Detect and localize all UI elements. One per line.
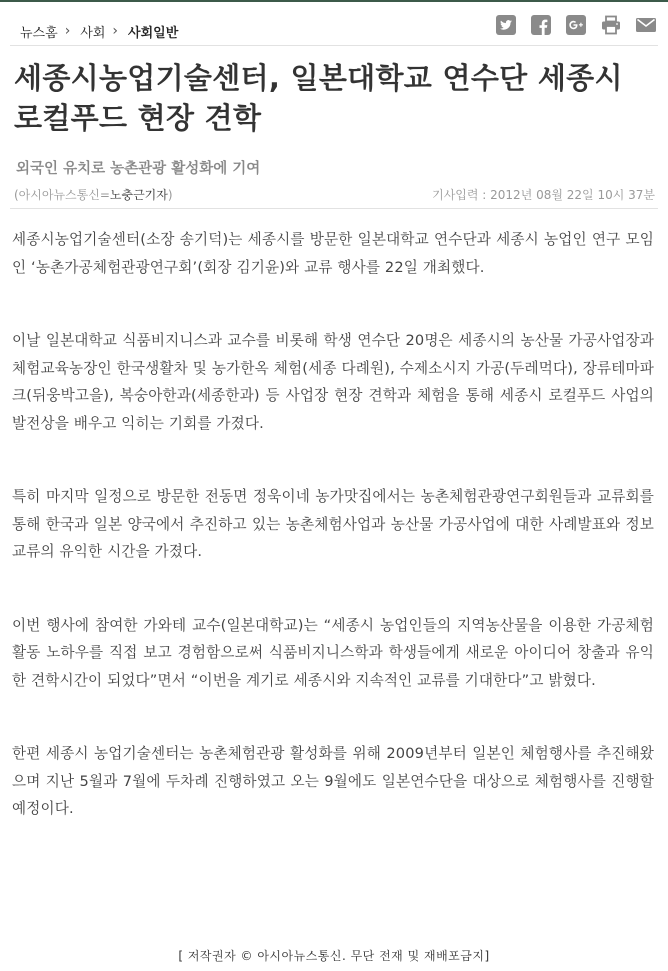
byline-close: ) bbox=[167, 188, 173, 202]
email-icon[interactable] bbox=[636, 15, 656, 35]
twitter-icon[interactable] bbox=[496, 15, 516, 35]
share-toolbar bbox=[496, 15, 656, 35]
breadcrumb-home[interactable]: 뉴스홈 bbox=[20, 25, 58, 41]
print-icon[interactable] bbox=[601, 15, 621, 35]
byline bbox=[14, 186, 173, 203]
breadcrumb-society[interactable]: 사회 bbox=[80, 25, 106, 41]
article-date: 기사입력 : 2012년 08월 22일 10시 37분 bbox=[432, 188, 655, 202]
meta-divider bbox=[10, 208, 658, 209]
breadcrumb-current[interactable]: 사회일반 bbox=[128, 25, 179, 41]
facebook-icon[interactable] bbox=[531, 15, 551, 35]
copyright-notice: [ 저작권자 © 아시아뉴스통신. 무단 전재 및 재배포금지] bbox=[178, 949, 490, 963]
byline-reporter[interactable]: 노충근기자 bbox=[109, 188, 168, 202]
chevron-right-icon: › bbox=[64, 23, 71, 39]
article-paragraph: 특히 마지막 일정으로 방문한 전동면 정욱이네 농가맛집에서는 농촌체험관광연구회원들과 교류회를 통해 한국과 일본 양국에서 추진하고 있는 농촌체험사업과 농산물 가공사업에 대한 사례발표와 정보교류의 유익한 시간을 가졌다. bbox=[12, 488, 654, 560]
article-paragraph: 이번 행사에 참여한 가와테 교수(일본대학교)는 “세종시 농업인들의 지역농산물을 이용한 가공체험 활동 노하우를 직접 보고 경험함으로써 식품비지니스학과 학생들에게 새로운 아이디어 창출과 유익한 견학시간이 되었다”면서 “이번을 계기로 세종시와 지속적인 교류를 기대한다”고 밝혔다. bbox=[12, 616, 654, 689]
byline-agency: (아시아뉴스통신= bbox=[14, 188, 110, 202]
article-subtitle: 외국인 유치로 농촌관광 활성화에 기여 bbox=[16, 161, 261, 177]
article-title: 세종시농업기술센터, 일본대학교 연수단 세종시 로컬푸드 현장 견학 bbox=[14, 61, 623, 135]
article-paragraph: 이날 일본대학교 식품비지니스과 교수를 비롯해 학생 연수단 20명은 세종시의 농산물 가공사업장과 체험교육농장인 한국생활차 및 농가한옥 체험(세종 다례원), 수제소시지 가공(두레먹다), 장류테마파크(뒤웅박고을), 복숭아한과(세종한과) 등 사업장 현장 견학과 체험을 통해 세종시 로컬푸드 사업의 발전상을 배우고 익히는 기회를 가졌다. bbox=[12, 332, 654, 432]
chevron-right-icon: › bbox=[112, 23, 119, 39]
breadcrumb bbox=[20, 20, 178, 42]
header-divider bbox=[10, 45, 658, 46]
google-plus-icon[interactable] bbox=[566, 15, 586, 35]
article-body bbox=[12, 226, 654, 869]
article-paragraph: 세종시농업기술센터(소장 송기덕)는 세종시를 방문한 일본대학교 연수단과 세종시 농업인 연구 모임인 ‘농촌가공체험관광연구회’(회장 김기윤)와 교류 행사를 22일 개최했다. bbox=[12, 231, 654, 276]
article-paragraph: 한편 세종시 농업기술센터는 농촌체험관광 활성화를 위해 2009년부터 일본인 체험행사를 추진해왔으며 지난 5월과 7월에 두차례 진행하였고 오는 9월에도 일본연수단을 대상으로 체험행사를 진행할 예정이다. bbox=[12, 745, 654, 817]
top-accent-line bbox=[0, 0, 668, 2]
